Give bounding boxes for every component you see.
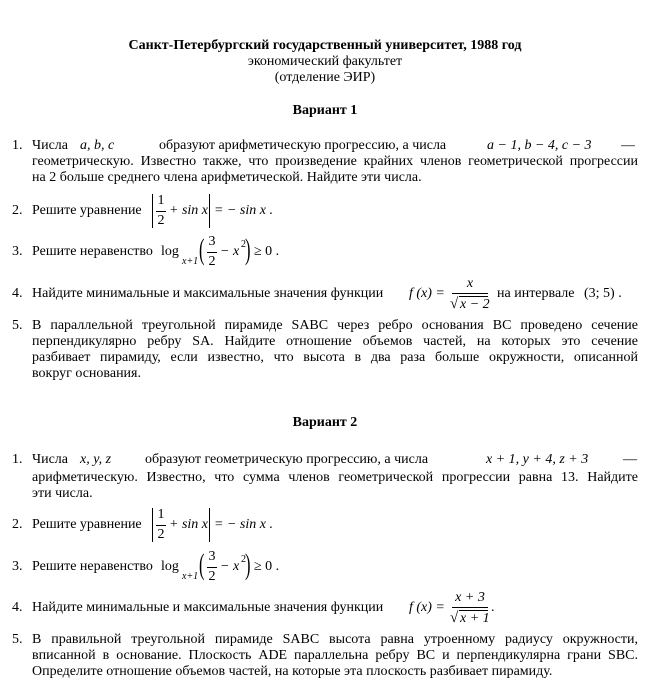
fraction-numerator: 1 bbox=[157, 193, 165, 208]
math-rhs: = − sin x . bbox=[214, 203, 273, 218]
math-expr: + sin x bbox=[169, 517, 208, 532]
variables: a, b, c bbox=[80, 138, 115, 153]
left-paren: ( bbox=[199, 548, 205, 581]
problem-text: Определите отношение объемов частей, на которые эта плоскость разбивает пирамиду. bbox=[32, 664, 553, 679]
fraction-line bbox=[207, 567, 217, 568]
math-terms: a − 1, b − 4, c − 3 bbox=[487, 138, 592, 153]
problem-text: Найдите минимальные и максимальные значения функции bbox=[32, 286, 384, 301]
problem-text: В правильной треугольной пирамиде SABC высота равна утроенному радиусу окружности, bbox=[32, 632, 638, 647]
math-rhs: ≥ 0 . bbox=[254, 559, 280, 574]
fraction-line bbox=[207, 252, 217, 253]
math-rhs: ≥ 0 . bbox=[254, 244, 280, 259]
math-expr: − x bbox=[220, 559, 240, 574]
problem-text: Числа bbox=[32, 452, 69, 467]
variant-2-title: Вариант 2 bbox=[292, 415, 358, 430]
exponent: 2 bbox=[241, 554, 246, 565]
right-paren: ) bbox=[245, 233, 251, 266]
problem-number: 1. bbox=[12, 138, 23, 153]
fraction-line bbox=[452, 293, 488, 294]
log-base: x+1 bbox=[182, 571, 199, 582]
abs-bar-right bbox=[209, 194, 210, 228]
log-base: x+1 bbox=[182, 256, 199, 267]
problem-number: 3. bbox=[12, 244, 23, 259]
problem-number: 5. bbox=[12, 318, 23, 333]
department-line: (отделение ЭИР) bbox=[274, 70, 376, 85]
variant-1-title: Вариант 1 bbox=[292, 103, 358, 118]
right-paren: ) bbox=[245, 548, 251, 581]
problem-text: Решите неравенство bbox=[32, 559, 153, 574]
log-symbol: log bbox=[161, 244, 179, 259]
math-expr: − x bbox=[220, 244, 240, 259]
problem-text: перпендикулярно ребру SA. Найдите отношение объемов частей, на которых это сечение bbox=[32, 334, 638, 349]
fraction-numerator: 3 bbox=[208, 549, 216, 564]
problem-text: вокруг основания. bbox=[32, 366, 141, 381]
function-label: f (x) = bbox=[409, 286, 445, 301]
problem-text: разбивает пирамиду, если известно, что высота в два раза больше окружности, описанной bbox=[32, 350, 638, 365]
abs-bar-left bbox=[152, 508, 153, 542]
math-terms: x + 1, y + 4, z + 3 bbox=[486, 452, 589, 467]
problem-text: Найдите минимальные и максимальные значения функции bbox=[32, 600, 384, 615]
problem-number: 2. bbox=[12, 203, 23, 218]
fraction-denominator: 2 bbox=[208, 569, 216, 584]
fraction-denominator: 2 bbox=[157, 527, 165, 542]
function-label: f (x) = bbox=[409, 600, 445, 615]
problem-number: 3. bbox=[12, 559, 23, 574]
sqrt-symbol: √ bbox=[450, 610, 459, 626]
problem-text: на 2 больше среднего члена арифметической. Найдите эти числа. bbox=[32, 170, 422, 185]
problem-text: геометрическую. Известно также, что произведение крайних членов геометрической прогрессии bbox=[32, 154, 638, 169]
sqrt-symbol: √ bbox=[450, 296, 459, 312]
period: . bbox=[491, 600, 495, 615]
dash: — bbox=[621, 138, 635, 153]
math-rhs: = − sin x . bbox=[214, 517, 273, 532]
fraction-denominator: x − 2 bbox=[460, 297, 490, 312]
problem-number: 2. bbox=[12, 517, 23, 532]
problem-number: 4. bbox=[12, 286, 23, 301]
faculty-line: экономический факультет bbox=[247, 54, 403, 69]
problem-text: на интервале bbox=[497, 286, 575, 301]
fraction-denominator: 2 bbox=[208, 254, 216, 269]
left-paren: ( bbox=[199, 233, 205, 266]
interval: (3; 5) . bbox=[584, 286, 622, 301]
problem-text: Решите неравенство bbox=[32, 244, 153, 259]
fraction-denominator: x + 1 bbox=[460, 611, 490, 626]
log-symbol: log bbox=[161, 559, 179, 574]
problem-text: образуют арифметическую прогрессию, а числа bbox=[159, 138, 447, 153]
fraction-numerator: 3 bbox=[208, 234, 216, 249]
fraction-denominator: 2 bbox=[157, 213, 165, 228]
problem-number: 1. bbox=[12, 452, 23, 467]
problem-text: вписанной в основание. Плоскость ADE параллельна ребру BC и перпендикулярна грани SBC. bbox=[32, 648, 638, 663]
abs-bar-right bbox=[209, 508, 210, 542]
fraction-line bbox=[452, 607, 488, 608]
university-title: Санкт-Петербургский государственный университет, 1988 год bbox=[128, 38, 522, 53]
dash: — bbox=[623, 452, 637, 467]
math-expr: + sin x bbox=[169, 203, 208, 218]
problem-text: В параллельной треугольной пирамиде SABC через ребро основания BC проведено сечение bbox=[32, 318, 638, 333]
fraction-numerator: x bbox=[466, 276, 474, 291]
abs-bar-left bbox=[152, 194, 153, 228]
problem-text: арифметическую. Известно, что сумма членов геометрической прогрессии равна 13. Найдите bbox=[32, 470, 638, 485]
fraction-numerator: 1 bbox=[157, 507, 165, 522]
problem-text: Числа bbox=[32, 138, 69, 153]
fraction-line bbox=[156, 211, 166, 212]
problem-number: 5. bbox=[12, 632, 23, 647]
fraction-numerator: x + 3 bbox=[455, 590, 485, 605]
fraction-line bbox=[156, 525, 166, 526]
problem-text: эти числа. bbox=[32, 486, 93, 501]
problem-text: Решите уравнение bbox=[32, 517, 142, 532]
exponent: 2 bbox=[241, 239, 246, 250]
problem-text: образуют геометрическую прогрессию, а числа bbox=[145, 452, 429, 467]
problem-number: 4. bbox=[12, 600, 23, 615]
problem-text: Решите уравнение bbox=[32, 203, 142, 218]
variables: x, y, z bbox=[80, 452, 112, 467]
